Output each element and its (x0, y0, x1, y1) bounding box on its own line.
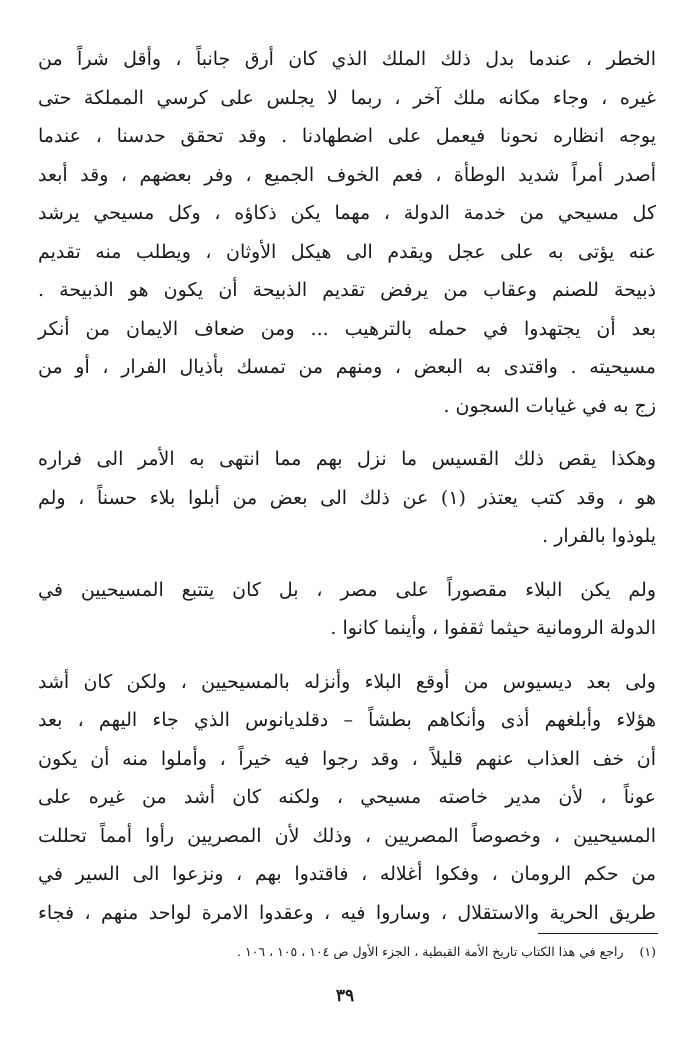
page-body (38, 40, 656, 932)
text-line: غيره ، وجاء مكانه ملك آخر ، ربما لا يجلس على كرسي المملكة حتى (38, 86, 656, 109)
text-line: ولى بعد ديسيوس من أوقع البلاء وأنزله بالمسيحيين ، ولكن كان أشد (38, 670, 656, 693)
text-line: يلوذوا بالفرار . (542, 525, 656, 547)
page-number: ٣٩ (335, 986, 355, 1006)
paragraph-4 (38, 663, 656, 933)
text-line: يوجه انظاره نحونا فيعمل على اضطهادنا . وقد تحقق حدسنا ، عندما (38, 125, 656, 147)
text-line: وهكذا يقص ذلك القسيس ما نزل بهم مما انتهى به الأمر الى فراره (38, 448, 656, 470)
footnote-text: راجع في هذا الكتاب تاريخ الأمة القبطية ، الجزء الأول ص ١٠٤ ، ١٠٥ ، ١٠٦ . (237, 944, 624, 959)
footnote (56, 942, 656, 962)
text-line: زج به في غيابات السجون . (443, 394, 656, 417)
paragraph-1 (38, 40, 656, 425)
text-line: بعد أن يجتهدوا في حمله بالترهيب ... ومن ضعاف الايمان من أنكر (38, 317, 656, 340)
paragraph-gap (38, 425, 656, 440)
footnote-divider (538, 933, 658, 934)
text-line: ذبيحة للصنم وعقاب من يرفض تقديم الذبيحة أن يكون هو الذبيحة . (38, 279, 656, 301)
text-line: عنه يؤتى به على عجل ويقدم الى هيكل الأوثان ، ويطلب منه تقديم (38, 240, 656, 263)
paragraph-3 (38, 571, 656, 648)
text-line: الدولة الرومانية حيثما ثقفوا ، وأينما كانوا . (330, 617, 656, 639)
text-line: طريق الحرية والاستقلال ، وساروا فيه ، وعقدوا الامرة لواحد منهم ، فجاء (38, 901, 656, 924)
text-line: عوناً ، لأن مدير خاصته مسيحي ، ولكنه كان أشد من غيره على (38, 786, 656, 808)
text-line: ولم يكن البلاء مقصوراً على مصر ، بل كان يتتبع المسيحيين في (38, 578, 656, 601)
text-line: كل مسيحي من خدمة الدولة ، مهما يكن ذكاؤه ، وكل مسيحي يرشد (38, 202, 656, 224)
text-line: الخطر ، عندما بدل ذلك الملك الذي كان أرق جانباً ، وأقل شراً من (38, 48, 656, 70)
text-line: المسيحيين ، وخصوصاً المصريين ، وذلك لأن المصريين رأوا أمماً تحللت (38, 824, 656, 847)
paragraph-gap (38, 648, 656, 663)
text-line: هو ، وقد كتب يعتذر (١) عن ذلك الى بعض من أبلوا بلاء حسناً ، ولم (38, 486, 656, 509)
paragraph-2 (38, 440, 656, 556)
text-line: أن خف العذاب عنهم قليلاً ، وقد رجوا فيه خيراً ، وأملوا منه أن يكون (38, 747, 656, 770)
paragraph-gap (38, 556, 656, 571)
text-line: من حكم الرومان ، وفكوا أغلاله ، فاقتدوا بهم ، ونزعوا الى السير في (38, 863, 656, 885)
footnote-number: (١) (639, 944, 656, 959)
text-line: مسيحيته . واقتدى به البعض ، ومنهم من تمسك بأذيال الفرار ، أو من (38, 356, 656, 378)
text-line: أصدر أمراً شديد الوطأة ، فعم الخوف الجميع ، وفر بعضهم ، وقد أبعد (38, 163, 656, 186)
text-line: هؤلاء وأبلغهم أذى وأنكاهم بطشاً – دقلديانوس الذي جاء اليهم ، بعد (38, 709, 656, 731)
